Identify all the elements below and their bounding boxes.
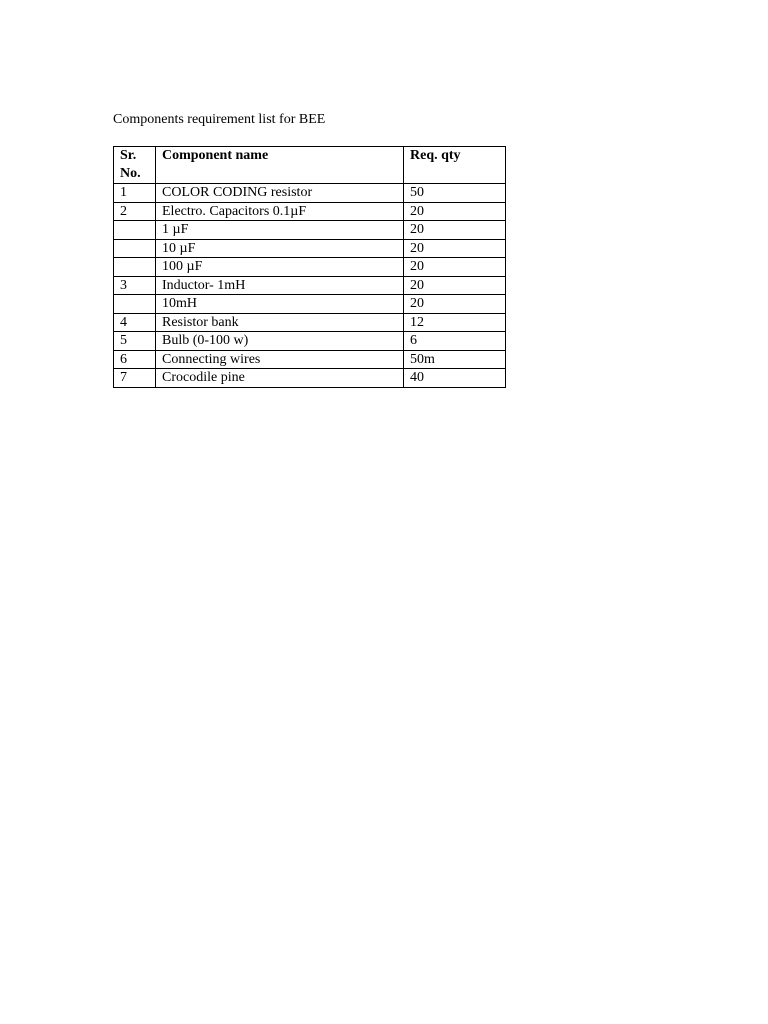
cell-sr: 7 bbox=[114, 369, 156, 388]
header-sr-no-line2: No. bbox=[120, 166, 141, 181]
header-req-qty: Req. qty bbox=[404, 147, 506, 184]
cell-qty: 20 bbox=[404, 295, 506, 314]
table-row bbox=[114, 202, 506, 221]
cell-component-name: 10mH bbox=[156, 295, 404, 314]
table-row bbox=[114, 239, 506, 258]
cell-qty: 6 bbox=[404, 332, 506, 351]
cell-qty: 20 bbox=[404, 239, 506, 258]
table-header-row bbox=[114, 147, 506, 184]
cell-qty: 20 bbox=[404, 276, 506, 295]
cell-component-name: Resistor bank bbox=[156, 313, 404, 332]
header-sr-no-line1: Sr. bbox=[120, 148, 137, 163]
document-title: Components requirement list for BEE bbox=[113, 112, 326, 127]
cell-sr: 6 bbox=[114, 350, 156, 369]
table-row bbox=[114, 313, 506, 332]
cell-component-name: Crocodile pine bbox=[156, 369, 404, 388]
cell-component-name: Connecting wires bbox=[156, 350, 404, 369]
table-row bbox=[114, 350, 506, 369]
cell-qty: 40 bbox=[404, 369, 506, 388]
cell-component-name: 1 µF bbox=[156, 221, 404, 240]
cell-sr: 5 bbox=[114, 332, 156, 351]
cell-sr bbox=[114, 295, 156, 314]
table-row bbox=[114, 332, 506, 351]
cell-sr bbox=[114, 258, 156, 277]
cell-qty: 12 bbox=[404, 313, 506, 332]
cell-sr bbox=[114, 221, 156, 240]
cell-qty: 50 bbox=[404, 184, 506, 203]
cell-qty: 20 bbox=[404, 258, 506, 277]
table-row bbox=[114, 184, 506, 203]
table-row bbox=[114, 221, 506, 240]
cell-sr: 4 bbox=[114, 313, 156, 332]
cell-component-name: Electro. Capacitors 0.1µF bbox=[156, 202, 404, 221]
header-component-name: Component name bbox=[156, 147, 404, 184]
components-table bbox=[113, 146, 506, 388]
cell-sr: 1 bbox=[114, 184, 156, 203]
cell-component-name: Bulb (0-100 w) bbox=[156, 332, 404, 351]
cell-sr: 2 bbox=[114, 202, 156, 221]
cell-qty: 20 bbox=[404, 202, 506, 221]
table-row bbox=[114, 295, 506, 314]
cell-component-name: 10 µF bbox=[156, 239, 404, 258]
cell-sr bbox=[114, 239, 156, 258]
cell-sr: 3 bbox=[114, 276, 156, 295]
cell-component-name: 100 µF bbox=[156, 258, 404, 277]
cell-component-name: Inductor- 1mH bbox=[156, 276, 404, 295]
table-row bbox=[114, 258, 506, 277]
cell-component-name: COLOR CODING resistor bbox=[156, 184, 404, 203]
table-row bbox=[114, 369, 506, 388]
cell-qty: 20 bbox=[404, 221, 506, 240]
table-row bbox=[114, 276, 506, 295]
cell-qty: 50m bbox=[404, 350, 506, 369]
header-sr-no bbox=[114, 147, 156, 184]
